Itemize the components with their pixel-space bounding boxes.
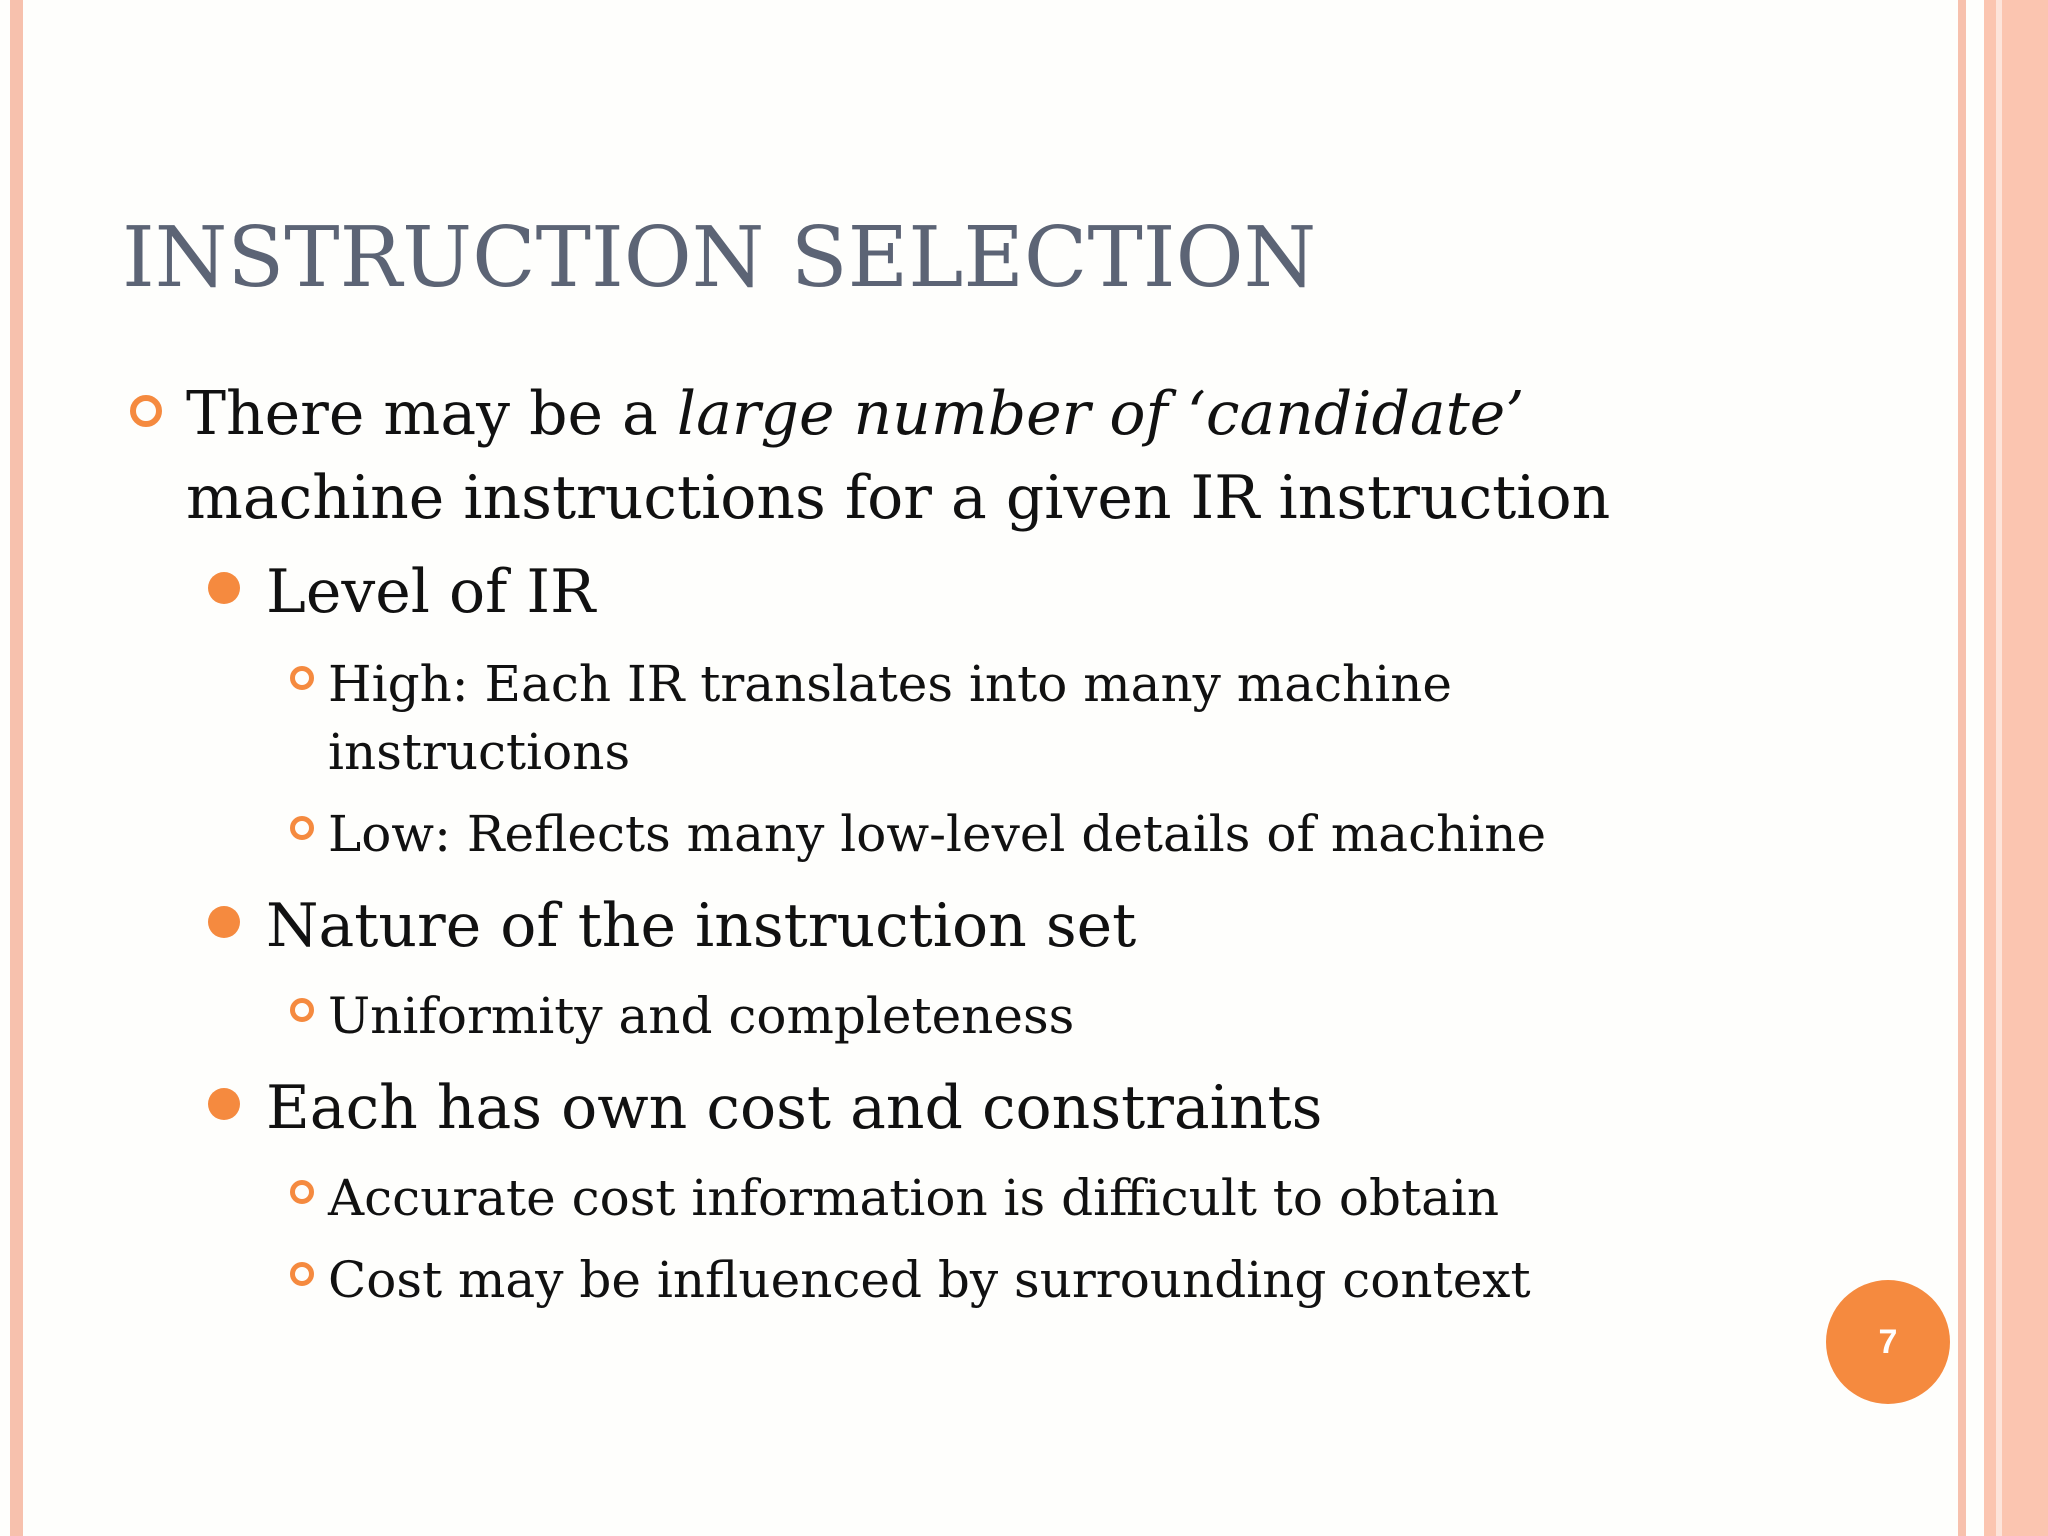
dot-bullet-icon — [208, 906, 240, 938]
small-ring-bullet-icon — [290, 816, 314, 840]
detail-uniformity: Uniformity and completeness — [328, 987, 1075, 1045]
small-ring-bullet-icon — [290, 1262, 314, 1286]
small-ring-bullet-icon — [290, 666, 314, 690]
page-number-badge: 7 — [1826, 1280, 1950, 1404]
main-bullet-emphasis: large number of ‘candidate’ — [676, 379, 1525, 449]
main-bullet-text — [186, 372, 1746, 540]
sub-bullet-cost: Each has own cost and constraints — [266, 1073, 1323, 1143]
detail-context: Cost may be influenced by surrounding context — [328, 1251, 1531, 1309]
small-ring-bullet-icon — [290, 998, 314, 1022]
dot-bullet-icon — [208, 572, 240, 604]
detail-accurate-cost: Accurate cost information is difficult to obtain — [328, 1169, 1500, 1227]
small-ring-bullet-icon — [290, 1180, 314, 1204]
dot-bullet-icon — [208, 1088, 240, 1120]
right-stripe-highlight — [1996, 0, 2002, 1536]
left-decorative-stripe — [10, 0, 23, 1536]
right-wide-stripe — [1984, 0, 2048, 1536]
main-bullet-prefix: There may be a — [186, 379, 677, 449]
slide-title: INSTRUCTION SELECTION — [122, 209, 1317, 306]
detail-high: High: Each IR translates into many machine instructions — [328, 655, 1452, 781]
ring-bullet-icon — [130, 395, 162, 427]
main-bullet-line2: machine instructions for a given IR instruction — [186, 463, 1611, 533]
right-thin-stripe — [1958, 0, 1966, 1536]
sub-bullet-level-of-ir: Level of IR — [266, 557, 596, 627]
sub-bullet-nature: Nature of the instruction set — [266, 891, 1137, 961]
detail-low: Low: Reflects many low-level details of machine — [328, 805, 1547, 863]
